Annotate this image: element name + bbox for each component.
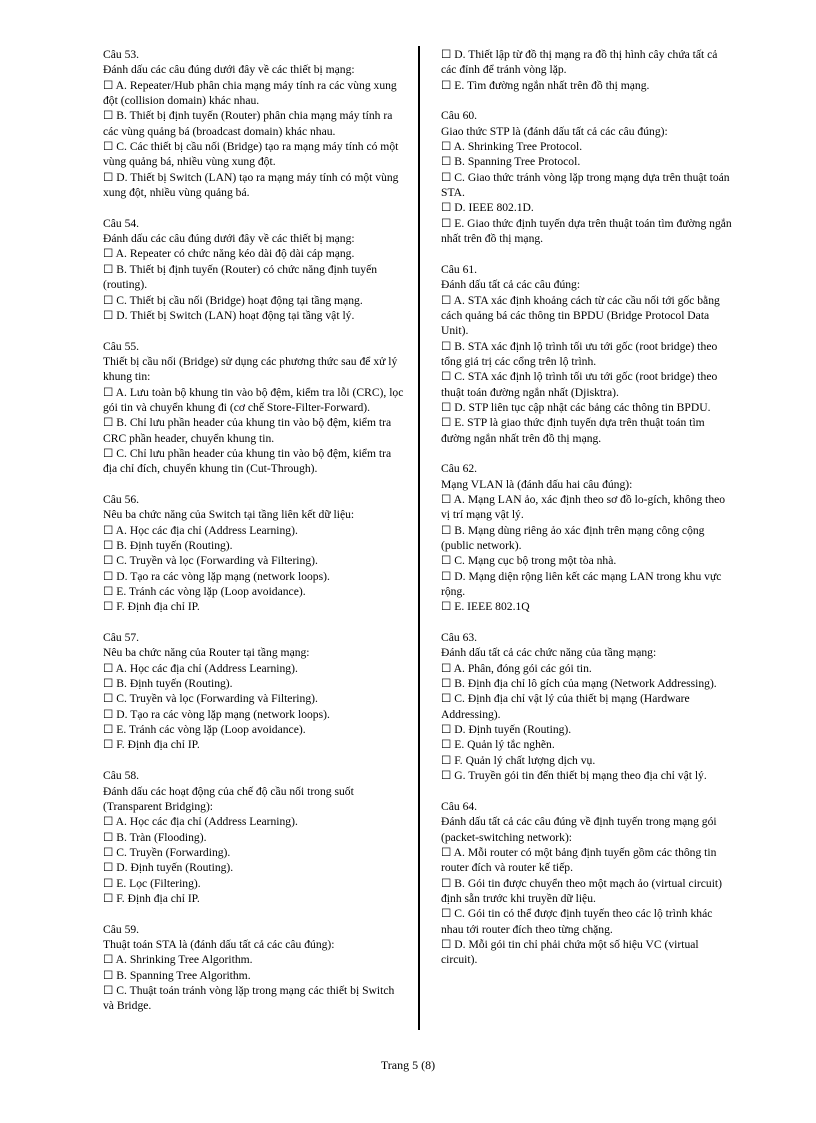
option-a[interactable]: ☐ A. Mỗi router có một bảng định tuyến gồm các thông tin router đích và router kế tiếp.: [441, 845, 717, 875]
question-57: [103, 630, 405, 753]
option-a[interactable]: ☐ A. Học các địa chỉ (Address Learning).: [103, 815, 298, 829]
question-62: [441, 461, 734, 614]
option-c[interactable]: ☐ C. Chỉ lưu phần header của khung tin vào bộ đệm, kiểm tra địa chỉ đích, chuyển khung tin (Cut-Through).: [103, 446, 392, 476]
option-e[interactable]: ☐ E. Tìm đường ngắn nhất trên đồ thị mạng.: [441, 78, 650, 92]
question-title: Câu 58.: [103, 769, 140, 783]
option-a[interactable]: ☐ A. Shrinking Tree Protocol.: [441, 140, 583, 154]
option-b[interactable]: ☐ B. Định tuyến (Routing).: [103, 677, 233, 691]
question-prompt: Đánh dấu các câu đúng dưới đây về các thiết bị mạng:: [103, 232, 355, 246]
option-c[interactable]: ☐ C. Truyền và lọc (Forwarding và Filtering).: [103, 692, 318, 706]
question-prompt: Thuật toán STA là (đánh dấu tất cả các câu đúng):: [103, 937, 335, 951]
question-59-continuation: [441, 47, 734, 93]
option-b[interactable]: ☐ B. Spanning Tree Protocol.: [441, 155, 581, 169]
option-d[interactable]: ☐ D. Thiết bị Switch (LAN) hoạt động tại tầng vật lý.: [103, 308, 355, 322]
option-c[interactable]: ☐ C. Thiết bị cầu nối (Bridge) hoạt động tại tầng mạng.: [103, 293, 363, 307]
question-60: [441, 108, 734, 246]
option-c[interactable]: ☐ C. Giao thức tránh vòng lặp trong mạng dựa trên thuật toán STA.: [441, 170, 730, 200]
question-title: Câu 55.: [103, 339, 140, 353]
question-prompt: Đánh dấu các câu đúng dưới đây về các thiết bị mạng:: [103, 63, 355, 77]
question-prompt: Đánh dấu tất cả các chức năng của tầng mạng:: [441, 646, 657, 660]
option-b[interactable]: ☐ B. Thiết bị định tuyến (Router) có chức năng định tuyến (routing).: [103, 262, 378, 292]
option-d[interactable]: ☐ D. Mỗi gói tin chỉ phải chứa một số hiệu VC (virtual circuit).: [441, 937, 699, 967]
question-prompt: Đánh dấu tất cả các câu đúng về định tuyến trong mạng gói (packet-switching network):: [441, 815, 717, 844]
column-divider: [418, 46, 420, 1030]
option-d[interactable]: ☐ D. Định tuyến (Routing).: [441, 723, 572, 737]
option-d[interactable]: ☐ D. Định tuyến (Routing).: [103, 861, 234, 875]
option-a[interactable]: ☐ A. Repeater/Hub phân chia mạng máy tính ra các vùng xung đột (collision domain) khác nhau.: [103, 78, 397, 108]
option-b[interactable]: ☐ B. Thiết bị định tuyến (Router) phân chia mạng máy tính ra các vùng quảng bá (broadcast domain) khác nhau.: [103, 109, 393, 138]
option-d[interactable]: ☐ D. Thiết lập từ đồ thị mạng ra đồ thị hình cây chứa tất cả các đỉnh để tránh vòng lặp.: [441, 48, 718, 77]
right-column: [441, 47, 734, 983]
question-prompt: Đánh dấu các hoạt động của chế độ cầu nối trong suốt (Transparent Bridging):: [103, 784, 354, 813]
question-title: Câu 61.: [441, 262, 478, 276]
question-55: [103, 339, 405, 477]
option-c[interactable]: ☐ C. Truyền (Forwarding).: [103, 845, 231, 859]
option-c[interactable]: ☐ C. Mạng cục bộ trong một tòa nhà.: [441, 554, 617, 568]
option-b[interactable]: ☐ B. Gói tin được chuyển theo một mạch ảo (virtual circuit) định sẵn trước khi truyền dữ liệu.: [441, 876, 723, 905]
option-f[interactable]: ☐ F. Định địa chỉ IP.: [103, 738, 200, 752]
option-f[interactable]: ☐ F. Định địa chỉ IP.: [103, 891, 200, 905]
option-b[interactable]: ☐ B. Tràn (Flooding).: [103, 830, 207, 844]
question-title: Câu 53.: [103, 48, 140, 61]
option-a[interactable]: ☐ A. Lưu toàn bộ khung tin vào bộ đệm, kiểm tra lỗi (CRC), lọc gói tin và chuyển khung đi (cơ chế Store-Filter-Forward).: [103, 385, 404, 414]
option-b[interactable]: ☐ B. Mạng dùng riêng ảo xác định trên mạng công cộng (public network).: [441, 523, 705, 552]
option-b[interactable]: ☐ B. Định địa chỉ lô gích của mạng (Network Addressing).: [441, 677, 717, 691]
option-d[interactable]: ☐ D. STP liên tục cập nhật các bảng các thông tin BPDU.: [441, 400, 711, 414]
question-54: [103, 216, 405, 323]
option-c[interactable]: ☐ C. Gói tin có thể được định tuyến theo các lộ trình khác nhau tới router đích theo từng chặng.: [441, 907, 713, 936]
option-e[interactable]: ☐ E. Giao thức định tuyến dựa trên thuật toán tìm đường ngắn nhất trên đồ thị mạng.: [441, 216, 732, 246]
question-56: [103, 492, 405, 615]
option-e[interactable]: ☐ E. STP là giao thức định tuyến dựa trên thuật toán tìm đường ngắn nhất trên đồ thị mạng.: [441, 416, 705, 445]
left-column: [103, 47, 405, 1029]
question-prompt: Nêu ba chức năng của Router tại tầng mạng:: [103, 646, 310, 660]
option-e[interactable]: ☐ E. Tránh các vòng lặp (Loop avoidance).: [103, 585, 306, 599]
option-d[interactable]: ☐ D. Mạng diện rộng liên kết các mạng LAN trong khu vực rộng.: [441, 569, 722, 599]
question-59: [103, 922, 405, 1014]
option-a[interactable]: ☐ A. Học các địa chỉ (Address Learning).: [103, 523, 298, 537]
option-c[interactable]: ☐ C. STA xác định lộ trình tối ưu tới gốc (root bridge) theo thuật toán đường ngắn nhất (Djisktra).: [441, 370, 718, 399]
option-d[interactable]: ☐ D. IEEE 802.1D.: [441, 201, 534, 215]
question-63: [441, 630, 734, 783]
option-c[interactable]: ☐ C. Truyền và lọc (Forwarding và Filtering).: [103, 554, 318, 568]
question-title: Câu 64.: [441, 799, 478, 813]
option-f[interactable]: ☐ F. Định địa chỉ IP.: [103, 600, 200, 614]
question-58: [103, 768, 405, 906]
question-53: [103, 47, 405, 200]
option-c[interactable]: ☐ C. Định địa chỉ vật lý của thiết bị mạng (Hardware Addressing).: [441, 692, 690, 721]
option-b[interactable]: ☐ B. Spanning Tree Algorithm.: [103, 968, 251, 982]
option-a[interactable]: ☐ A. STA xác định khoảng cách từ các cầu nối tới gốc bằng cách quảng bá các thông tin BPDU (Bridge Protocol Data Unit).: [441, 293, 720, 338]
question-prompt: Nêu ba chức năng của Switch tại tầng liên kết dữ liệu:: [103, 508, 355, 522]
option-b[interactable]: ☐ B. STA xác định lộ trình tối ưu tới gốc (root bridge) theo tổng giá trị các cổng trên lộ trình.: [441, 339, 718, 368]
option-a[interactable]: ☐ A. Phân, đóng gói các gói tin.: [441, 661, 592, 675]
option-a[interactable]: ☐ A. Repeater có chức năng kéo dài độ dài cáp mạng.: [103, 247, 355, 261]
option-f[interactable]: ☐ F. Quản lý chất lượng dịch vụ.: [441, 753, 596, 767]
option-e[interactable]: ☐ E. Quản lý tắc nghẽn.: [441, 738, 555, 752]
question-title: Câu 54.: [103, 216, 140, 230]
question-title: Câu 63.: [441, 631, 478, 645]
option-a[interactable]: ☐ A. Shrinking Tree Algorithm.: [103, 953, 253, 967]
option-a[interactable]: ☐ A. Mạng LAN ảo, xác định theo sơ đồ lo-gích, không theo vị trí mạng vật lý.: [441, 492, 726, 522]
question-prompt: Giao thức STP là (đánh dấu tất cả các câu đúng):: [441, 124, 668, 138]
question-prompt: Đánh dấu tất cả các câu đúng:: [441, 278, 581, 292]
question-prompt: Thiết bị cầu nối (Bridge) sử dụng các phương thức sau để xử lý khung tin:: [103, 354, 398, 384]
option-d[interactable]: ☐ D. Thiết bị Switch (LAN) tạo ra mạng máy tính có một vùng xung đột, nhiều vùng quảng bá.: [103, 170, 399, 200]
option-d[interactable]: ☐ D. Tạo ra các vòng lặp mạng (network loops).: [103, 707, 330, 721]
option-b[interactable]: ☐ B. Định tuyến (Routing).: [103, 539, 233, 552]
question-title: Câu 60.: [441, 109, 478, 123]
option-e[interactable]: ☐ E. Tránh các vòng lặp (Loop avoidance).: [103, 723, 306, 737]
option-c[interactable]: ☐ C. Các thiết bị cầu nối (Bridge) tạo ra mạng máy tính có một vùng quảng bá, nhiều vùng xung đột.: [103, 140, 399, 169]
question-64: [441, 799, 734, 968]
option-g[interactable]: ☐ G. Truyền gói tin đến thiết bị mạng theo địa chỉ vật lý.: [441, 769, 707, 783]
option-c[interactable]: ☐ C. Thuật toán tránh vòng lặp trong mạng các thiết bị Switch và Bridge.: [103, 983, 395, 1013]
option-d[interactable]: ☐ D. Tạo ra các vòng lặp mạng (network loops).: [103, 569, 330, 583]
page-number: Trang 5 (8): [380, 1058, 436, 1072]
option-e[interactable]: ☐ E. IEEE 802.1Q: [441, 600, 530, 614]
option-b[interactable]: ☐ B. Chỉ lưu phần header của khung tin vào bộ đệm, kiểm tra CRC phần header, chuyển khung tin.: [103, 416, 392, 445]
option-a[interactable]: ☐ A. Học các địa chỉ (Address Learning).: [103, 661, 298, 675]
question-title: Câu 62.: [441, 462, 478, 476]
question-prompt: Mạng VLAN là (đánh dấu hai câu đúng):: [441, 477, 633, 491]
question-title: Câu 57.: [103, 631, 140, 645]
question-61: [441, 262, 734, 446]
option-e[interactable]: ☐ E. Lọc (Filtering).: [103, 876, 201, 890]
question-title: Câu 59.: [103, 922, 140, 936]
question-title: Câu 56.: [103, 492, 140, 506]
